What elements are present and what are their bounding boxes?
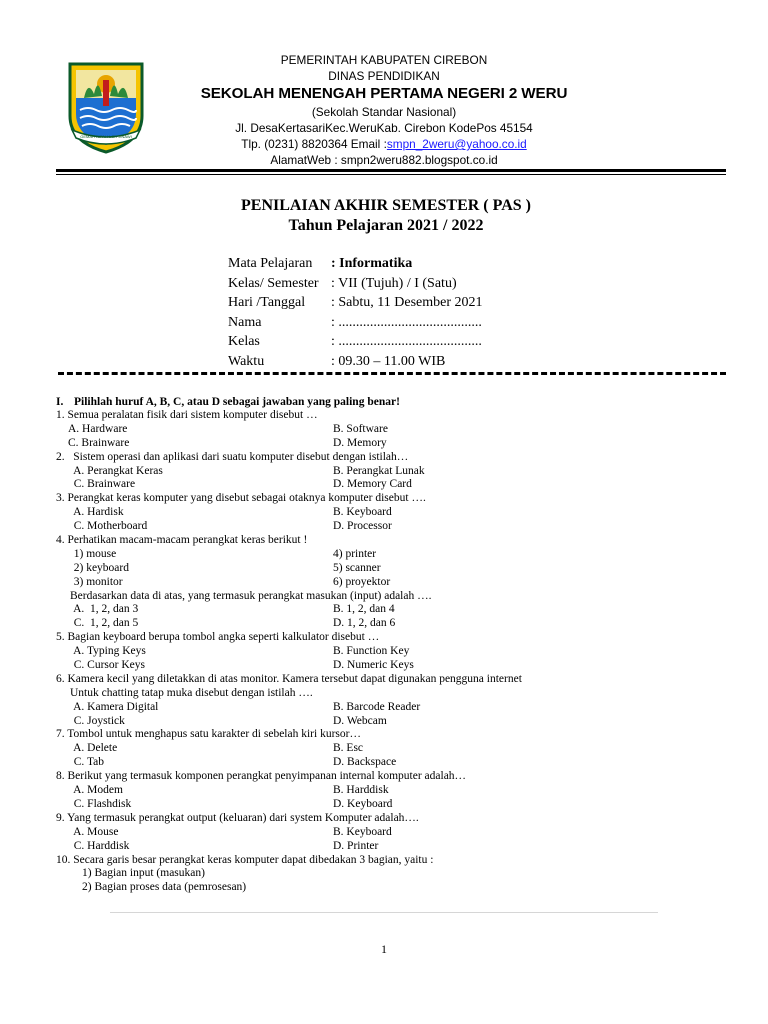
answer-options-row	[56, 423, 736, 437]
question-text: 6. Kamera kecil yang diletakkan di atas monitor. Kamera tersebut dapat digunakan pengguna internet	[56, 672, 522, 685]
answer-option: B. Keyboard	[333, 506, 392, 519]
page-number: 1	[381, 942, 387, 956]
info-label: Kelas/ Semester	[228, 275, 319, 291]
answer-options-row	[56, 548, 736, 562]
question-text: 3. Perangkat keras komputer yang disebut sebagai otaknya komputer disebut ….	[56, 492, 426, 505]
answer-option: B. 1, 2, dan 4	[333, 603, 395, 616]
answer-options-row	[56, 715, 736, 729]
answer-option: D. Numeric Keys	[333, 659, 414, 672]
answer-option: C. Brainware	[68, 436, 130, 449]
letterhead-rule-thin	[56, 174, 726, 175]
info-row	[228, 352, 483, 372]
answer-option: D. Keyboard	[333, 797, 393, 810]
answer-options-row	[56, 576, 736, 590]
answer-option: D. Memory Card	[333, 478, 412, 491]
letterhead-government: PEMERINTAH KABUPATEN CIREBON	[280, 53, 488, 67]
question-text: 8. Berikut yang termasuk komponen perangkat penyimpanan internal komputer adalah…	[56, 770, 467, 783]
info-value: : Informatika	[331, 256, 413, 271]
question-subtext: Berdasarkan data di atas, yang termasuk perangkat masukan (input) adalah ….	[70, 589, 432, 602]
answer-option: 1) mouse	[68, 547, 117, 560]
email-link[interactable]: smpn_2weru@yahoo.co.id	[386, 137, 527, 151]
answer-option: 4) printer	[333, 547, 377, 560]
info-row	[228, 274, 483, 294]
page-bottom-rule	[110, 912, 658, 913]
section-instruction-text: Pilihlah huruf A, B, C, atau D sebagai jawaban yang paling benar!	[74, 396, 400, 408]
answer-option: A. Kamera Digital	[68, 700, 159, 713]
exam-info-table	[228, 254, 483, 371]
answer-option: C. Cursor Keys	[68, 659, 145, 672]
answer-option: D. Processor	[333, 520, 392, 533]
answer-option: D. Backspace	[333, 756, 397, 769]
info-row	[228, 254, 483, 274]
answer-option: C. Flashdisk	[68, 797, 132, 810]
question-list	[56, 409, 736, 895]
info-value: : 09.30 – 11.00 WIB	[331, 353, 446, 369]
question-text: 1. Semua peralatan fisik dari sistem komputer disebut …	[56, 409, 318, 421]
question-subtext: 2) Bagian proses data (pemrosesan)	[82, 881, 247, 894]
answer-options-row	[56, 784, 736, 798]
answer-option: C. Motherboard	[68, 520, 148, 533]
answer-options-row	[56, 840, 736, 854]
info-label: Nama	[228, 314, 262, 330]
answer-option: D. Printer	[333, 839, 379, 852]
letterhead-department: DINAS PENDIDIKAN	[328, 69, 440, 83]
info-value: : Sabtu, 11 Desember 2021	[331, 295, 483, 310]
answer-option: 5) scanner	[333, 561, 381, 574]
info-row	[228, 313, 483, 333]
letterhead	[160, 52, 608, 168]
answer-option: A. Perangkat Keras	[68, 464, 163, 477]
answer-option: A. 1, 2, dan 3	[68, 603, 139, 616]
letterhead-status: (Sekolah Standar Nasional)	[311, 105, 457, 119]
info-value: : VII (Tujuh) / I (Satu)	[331, 275, 457, 291]
letterhead-contact	[160, 136, 608, 152]
question-text: 7. Tombol untuk menghapus satu karakter di sebelah kiri kursor…	[56, 728, 361, 741]
exam-year-line: Tahun Pelajaran 2021 / 2022	[288, 217, 484, 234]
question-text: 10. Secara garis besar perangkat keras komputer dapat dibedakan 3 bagian, yaitu :	[56, 853, 434, 866]
regency-emblem-logo	[64, 58, 148, 154]
info-label: Hari /Tanggal	[228, 295, 306, 310]
info-label: Mata Pelajaran	[228, 256, 313, 271]
answer-option: B. Esc	[333, 742, 364, 755]
answer-option: A. Hardisk	[68, 506, 124, 519]
answer-options-row	[56, 603, 736, 617]
answer-option: A. Hardware	[68, 422, 128, 435]
answer-option: 2) keyboard	[68, 561, 129, 574]
answer-options-row	[56, 465, 736, 479]
answer-option: A. Mouse	[68, 825, 119, 838]
dashed-separator	[58, 372, 726, 375]
answer-option: D. Memory	[333, 436, 387, 449]
question-text: 4. Perhatikan macam-macam perangkat keras berikut !	[56, 534, 308, 547]
answer-options-row	[56, 617, 736, 631]
answer-options-row	[56, 756, 736, 770]
answer-options-row	[56, 645, 736, 659]
answer-option: B. Barcode Reader	[333, 700, 421, 713]
answer-options-row	[56, 659, 736, 673]
answer-option: C. Harddisk	[68, 839, 130, 852]
answer-option: D. 1, 2, dan 6	[333, 617, 396, 630]
logo-banner-text: GEMAH RIPAH LOH JINAWI	[80, 134, 132, 139]
section-instruction	[56, 395, 400, 409]
info-label: Waktu	[228, 353, 265, 369]
question-text: 5. Bagian keyboard berupa tombol angka seperti kalkulator disebut …	[56, 631, 380, 644]
answer-option: C. Brainware	[68, 478, 136, 491]
answer-options-row	[56, 506, 736, 520]
answer-option: A. Delete	[68, 742, 118, 755]
answer-options-row	[56, 742, 736, 756]
letterhead-phone: Tlp. (0231) 8820364 Email :	[241, 137, 387, 151]
answer-options-row	[56, 701, 736, 715]
answer-option: 3) monitor	[68, 575, 123, 588]
answer-options-row	[56, 798, 736, 812]
answer-options-row	[56, 478, 736, 492]
letterhead-address: Jl. DesaKertasariKec.WeruKab. Cirebon KodePos 45154	[235, 121, 533, 135]
info-value: : .........................................	[331, 314, 482, 330]
answer-option: 6) proyektor	[333, 575, 391, 588]
exam-title	[56, 196, 716, 236]
question-subtext: Untuk chatting tatap muka disebut dengan istilah ….	[70, 686, 313, 699]
letterhead-rule-thick	[56, 169, 726, 172]
exam-title-line: PENILAIAN AKHIR SEMESTER ( PAS )	[241, 197, 531, 214]
info-row	[228, 293, 483, 313]
answer-option: C. Joystick	[68, 714, 125, 727]
info-label: Kelas	[228, 334, 260, 349]
answer-options-row	[56, 826, 736, 840]
question-text: 2. Sistem operasi dan aplikasi dari suatu komputer disebut dengan istilah…	[56, 450, 409, 463]
answer-option: B. Harddisk	[333, 784, 389, 797]
section-number: I.	[56, 396, 64, 408]
letterhead-school-name: SEKOLAH MENENGAH PERTAMA NEGERI 2 WERU	[200, 85, 568, 102]
answer-options-row	[56, 562, 736, 576]
answer-option: B. Function Key	[333, 645, 410, 658]
answer-options-row	[56, 520, 736, 534]
answer-option: C. 1, 2, dan 5	[68, 617, 139, 630]
answer-option: B. Keyboard	[333, 825, 392, 838]
answer-option: D. Webcam	[333, 714, 387, 727]
answer-option: B. Software	[333, 422, 388, 435]
question-text: 9. Yang termasuk perangkat output (keluaran) dari system Komputer adalah….	[56, 811, 419, 824]
info-value: : .........................................	[331, 334, 482, 349]
letterhead-website: AlamatWeb : smpn2weru882.blogspot.co.id	[270, 153, 498, 167]
answer-option: A. Typing Keys	[68, 645, 146, 658]
info-row	[228, 332, 483, 352]
question-subtext: 1) Bagian input (masukan)	[82, 867, 205, 880]
answer-options-row	[56, 437, 736, 451]
answer-option: A. Modem	[68, 784, 123, 797]
answer-option: C. Tab	[68, 756, 105, 769]
answer-option: B. Perangkat Lunak	[333, 464, 425, 477]
